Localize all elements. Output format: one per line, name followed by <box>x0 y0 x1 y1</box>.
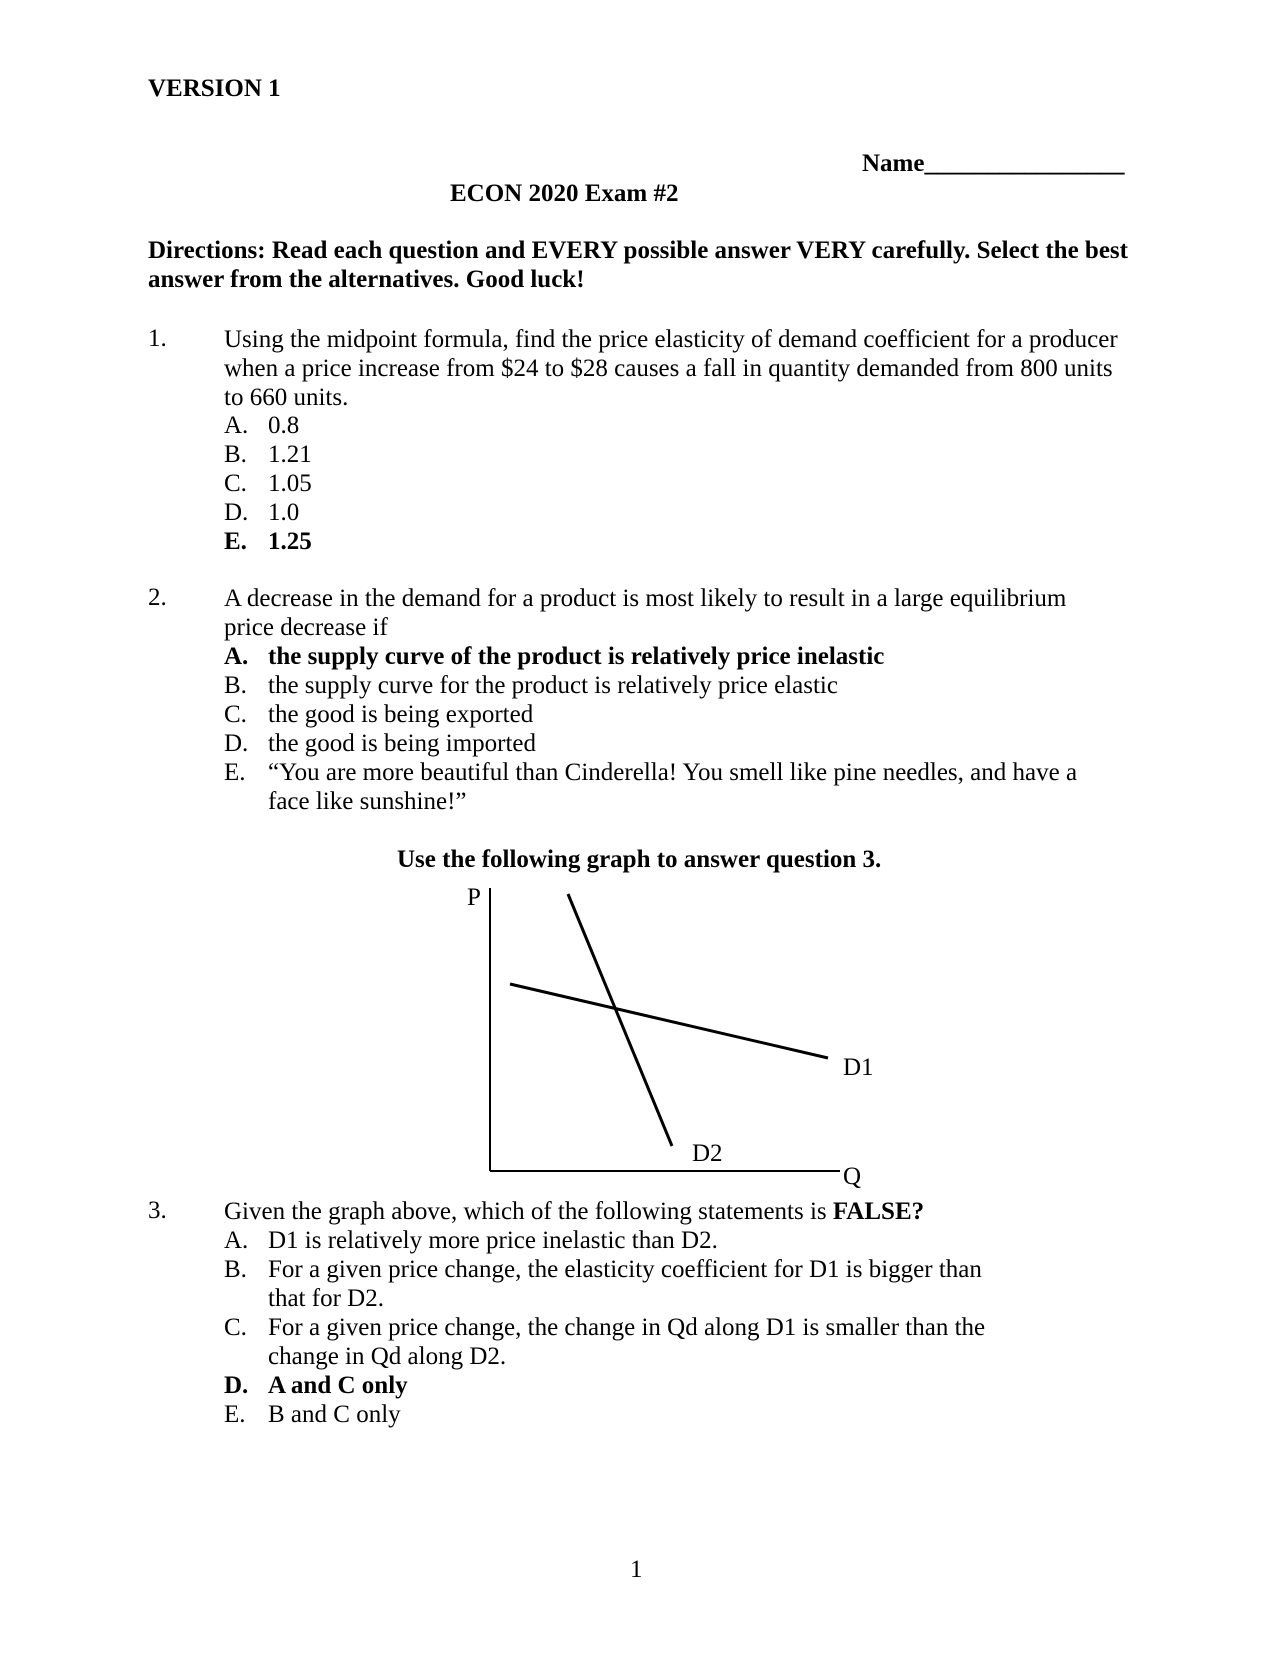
option-text: the supply curve of the product is relatively price inelastic <box>268 643 885 670</box>
option-label: B. <box>224 1256 247 1283</box>
option-text: For a given price change, the elasticity coefficient for D1 is bigger than that for D2. <box>268 1256 982 1312</box>
q2-option-b <box>224 671 838 700</box>
q1-option-e-correct <box>224 527 312 556</box>
directions: Directions: Read each question and EVERY possible answer VERY carefully. Select the best answer from the alternatives. Good luck! <box>148 237 1128 293</box>
option-text: 1.05 <box>268 470 312 497</box>
option-label: C. <box>224 701 247 728</box>
graph-caption: Use the following graph to answer question 3. <box>397 846 882 873</box>
q3-text-emphasis: FALSE? <box>832 1198 925 1225</box>
option-label: A. <box>224 643 249 670</box>
q1-option-a <box>224 411 299 440</box>
demand-curves-graph <box>440 880 880 1195</box>
option-label: A. <box>224 412 249 439</box>
q2-option-a-correct <box>224 642 884 671</box>
q3-option-a <box>224 1226 718 1255</box>
q3-text-prefix: Given the graph above, which of the following statements is <box>224 1198 833 1225</box>
d2-curve <box>568 894 672 1146</box>
exam-title: ECON 2020 Exam #2 <box>450 180 679 207</box>
q1-option-d <box>224 498 299 527</box>
q2-text: A decrease in the demand for a product is most likely to result in a large equilibrium price decrease if <box>224 585 1067 641</box>
option-label: E. <box>224 759 246 786</box>
q1-number: 1. <box>148 325 167 352</box>
name-field-label: Name________________ <box>862 150 1125 177</box>
option-label: C. <box>224 470 247 497</box>
d2-label: D2 <box>692 1140 723 1167</box>
option-text: A and C only <box>268 1372 408 1399</box>
q3-number: 3. <box>148 1197 167 1224</box>
option-text: B and C only <box>268 1401 401 1428</box>
y-axis-label: P <box>467 884 481 911</box>
option-text: D1 is relatively more price inelastic than D2. <box>268 1227 718 1254</box>
version-label: VERSION 1 <box>148 75 281 102</box>
option-label: D. <box>224 499 249 526</box>
d1-label: D1 <box>843 1054 874 1081</box>
option-label: A. <box>224 1227 249 1254</box>
q3-option-e <box>224 1400 401 1429</box>
option-text: the supply curve for the product is relatively price elastic <box>268 672 838 699</box>
q2-option-c <box>224 700 533 729</box>
option-text: 0.8 <box>268 412 300 439</box>
x-axis-label: Q <box>843 1163 862 1190</box>
option-text: “You are more beautiful than Cinderella! You smell like pine needles, and have a face like sunshine!” <box>268 759 1078 815</box>
option-text: 1.0 <box>268 499 300 526</box>
q1-text: Using the midpoint formula, find the price elasticity of demand coefficient for a producer when a price increase from $24 to $28 causes a fall in quantity demanded from 800 units to 660 units. <box>224 326 1118 411</box>
option-label: E. <box>224 1401 246 1428</box>
option-label: B. <box>224 441 247 468</box>
option-label: E. <box>224 528 247 555</box>
q2-option-d <box>224 729 536 758</box>
option-label: C. <box>224 1314 247 1341</box>
q1-option-b <box>224 440 312 469</box>
q3-text <box>224 1197 924 1226</box>
option-label: B. <box>224 672 247 699</box>
option-label: D. <box>224 1372 249 1399</box>
q1-option-c <box>224 469 312 498</box>
option-text: the good is being imported <box>268 730 537 757</box>
option-text: 1.21 <box>268 441 312 468</box>
option-text: the good is being exported <box>268 701 534 728</box>
q2-number: 2. <box>148 584 167 611</box>
option-label: D. <box>224 730 249 757</box>
d1-curve <box>510 984 828 1058</box>
option-text: For a given price change, the change in Qd along D1 is smaller than the change in Qd along D2. <box>268 1314 986 1370</box>
page-number: 1 <box>630 1556 643 1583</box>
q3-option-d-correct <box>224 1371 408 1400</box>
option-text: 1.25 <box>268 528 312 555</box>
